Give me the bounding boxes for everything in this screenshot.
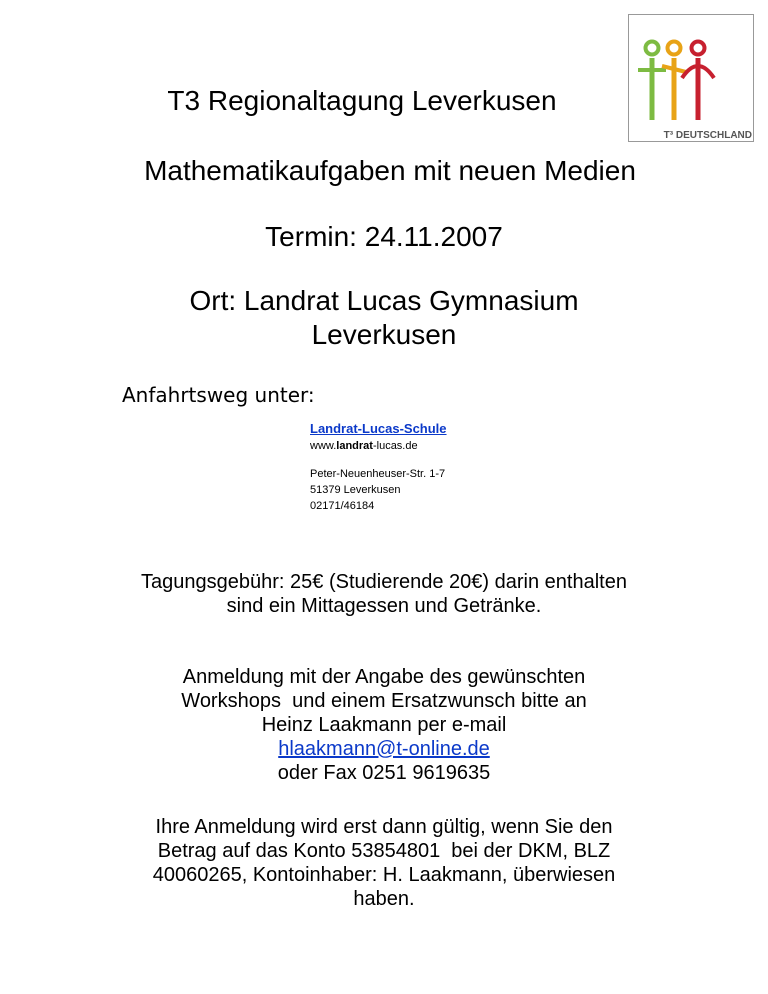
school-city: 51379 Leverkusen bbox=[310, 484, 401, 496]
stick-figures-icon bbox=[628, 14, 754, 142]
payment-line-3: 40060265, Kontoinhaber: H. Laakmann, überwiesen bbox=[152, 864, 616, 886]
fee-line-2: sind ein Mittagessen und Getränke. bbox=[226, 595, 542, 617]
email-link[interactable]: hlaakmann@t-online.de bbox=[278, 738, 490, 760]
t3-deutschland-logo bbox=[628, 14, 754, 142]
payment-line-1: Ihre Anmeldung wird erst dann gültig, wenn Sie den bbox=[155, 816, 613, 838]
location-line-2: Leverkusen bbox=[311, 319, 457, 350]
registration-paragraph bbox=[60, 665, 708, 785]
school-info bbox=[310, 420, 570, 514]
page-title: T3 Regionaltagung Leverkusen bbox=[167, 85, 557, 116]
school-url: www.landrat-lucas.de bbox=[310, 440, 418, 452]
page-subtitle: Mathematikaufgaben mit neuen Medien bbox=[144, 155, 636, 186]
location-line-1: Ort: Landrat Lucas Gymnasium bbox=[189, 285, 579, 316]
logo-text: T³ DEUTSCHLAND bbox=[663, 130, 752, 141]
payment-line-2: Betrag auf das Konto 53854801 bei der DKM, BLZ bbox=[157, 840, 611, 862]
directions-label: Anfahrtsweg unter: bbox=[122, 383, 315, 407]
fax-line: oder Fax 0251 9619635 bbox=[277, 762, 491, 784]
payment-line-4: haben. bbox=[353, 888, 415, 910]
event-location bbox=[110, 284, 658, 352]
registration-line-1: Anmeldung mit der Angabe des gewünschten bbox=[182, 666, 586, 688]
school-phone: 02171/46184 bbox=[310, 500, 375, 512]
registration-line-2: Workshops und einem Ersatzwunsch bitte an bbox=[181, 690, 587, 712]
fee-paragraph bbox=[60, 570, 708, 618]
school-address bbox=[310, 466, 570, 514]
payment-paragraph bbox=[60, 815, 708, 911]
event-date: Termin: 24.11.2007 bbox=[265, 221, 503, 252]
school-name-link[interactable]: Landrat-Lucas-Schule bbox=[310, 421, 447, 436]
fee-line-1: Tagungsgebühr: 25€ (Studierende 20€) darin enthalten bbox=[141, 571, 627, 593]
school-street: Peter-Neuenheuser-Str. 1-7 bbox=[310, 468, 446, 480]
registration-line-3: Heinz Laakmann per e-mail bbox=[261, 714, 507, 736]
